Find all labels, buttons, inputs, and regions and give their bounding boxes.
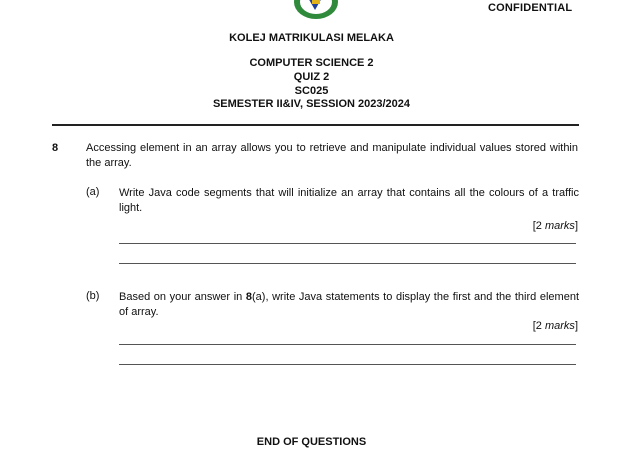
course-code: SC025 (294, 85, 329, 97)
answer-line (119, 263, 576, 264)
answer-line (119, 344, 576, 345)
quiz-title: QUIZ 2 (293, 71, 330, 83)
header-divider (52, 124, 579, 126)
college-name: KOLEJ MATRIKULASI MELAKA (229, 32, 394, 44)
part-a-marks: [2 marks] (532, 220, 578, 232)
part-b-label: (b) (86, 290, 100, 302)
part-b-text: Based on your answer in 8(a), write Java statements to display the first and the third element of array. (119, 291, 579, 318)
question-number: 8 (52, 142, 59, 154)
part-a-label: (a) (86, 186, 100, 198)
course-title: COMPUTER SCIENCE 2 (249, 57, 374, 69)
question-stem: Accessing element in an array allows you to retrieve and manipulate individual values stored within the array. (86, 142, 578, 169)
answer-line (119, 364, 576, 365)
answer-line (119, 243, 576, 244)
part-a-text: Write Java code segments that will initialize an array that contains all the colours of a traffic light. (119, 187, 579, 214)
confidential-label: CONFIDENTIAL (488, 2, 573, 14)
college-crest-icon (293, 0, 339, 20)
session-title: SEMESTER II&IV, SESSION 2023/2024 (212, 98, 411, 110)
part-b-marks: [2 marks] (532, 320, 578, 332)
end-of-questions: END OF QUESTIONS (256, 436, 367, 448)
